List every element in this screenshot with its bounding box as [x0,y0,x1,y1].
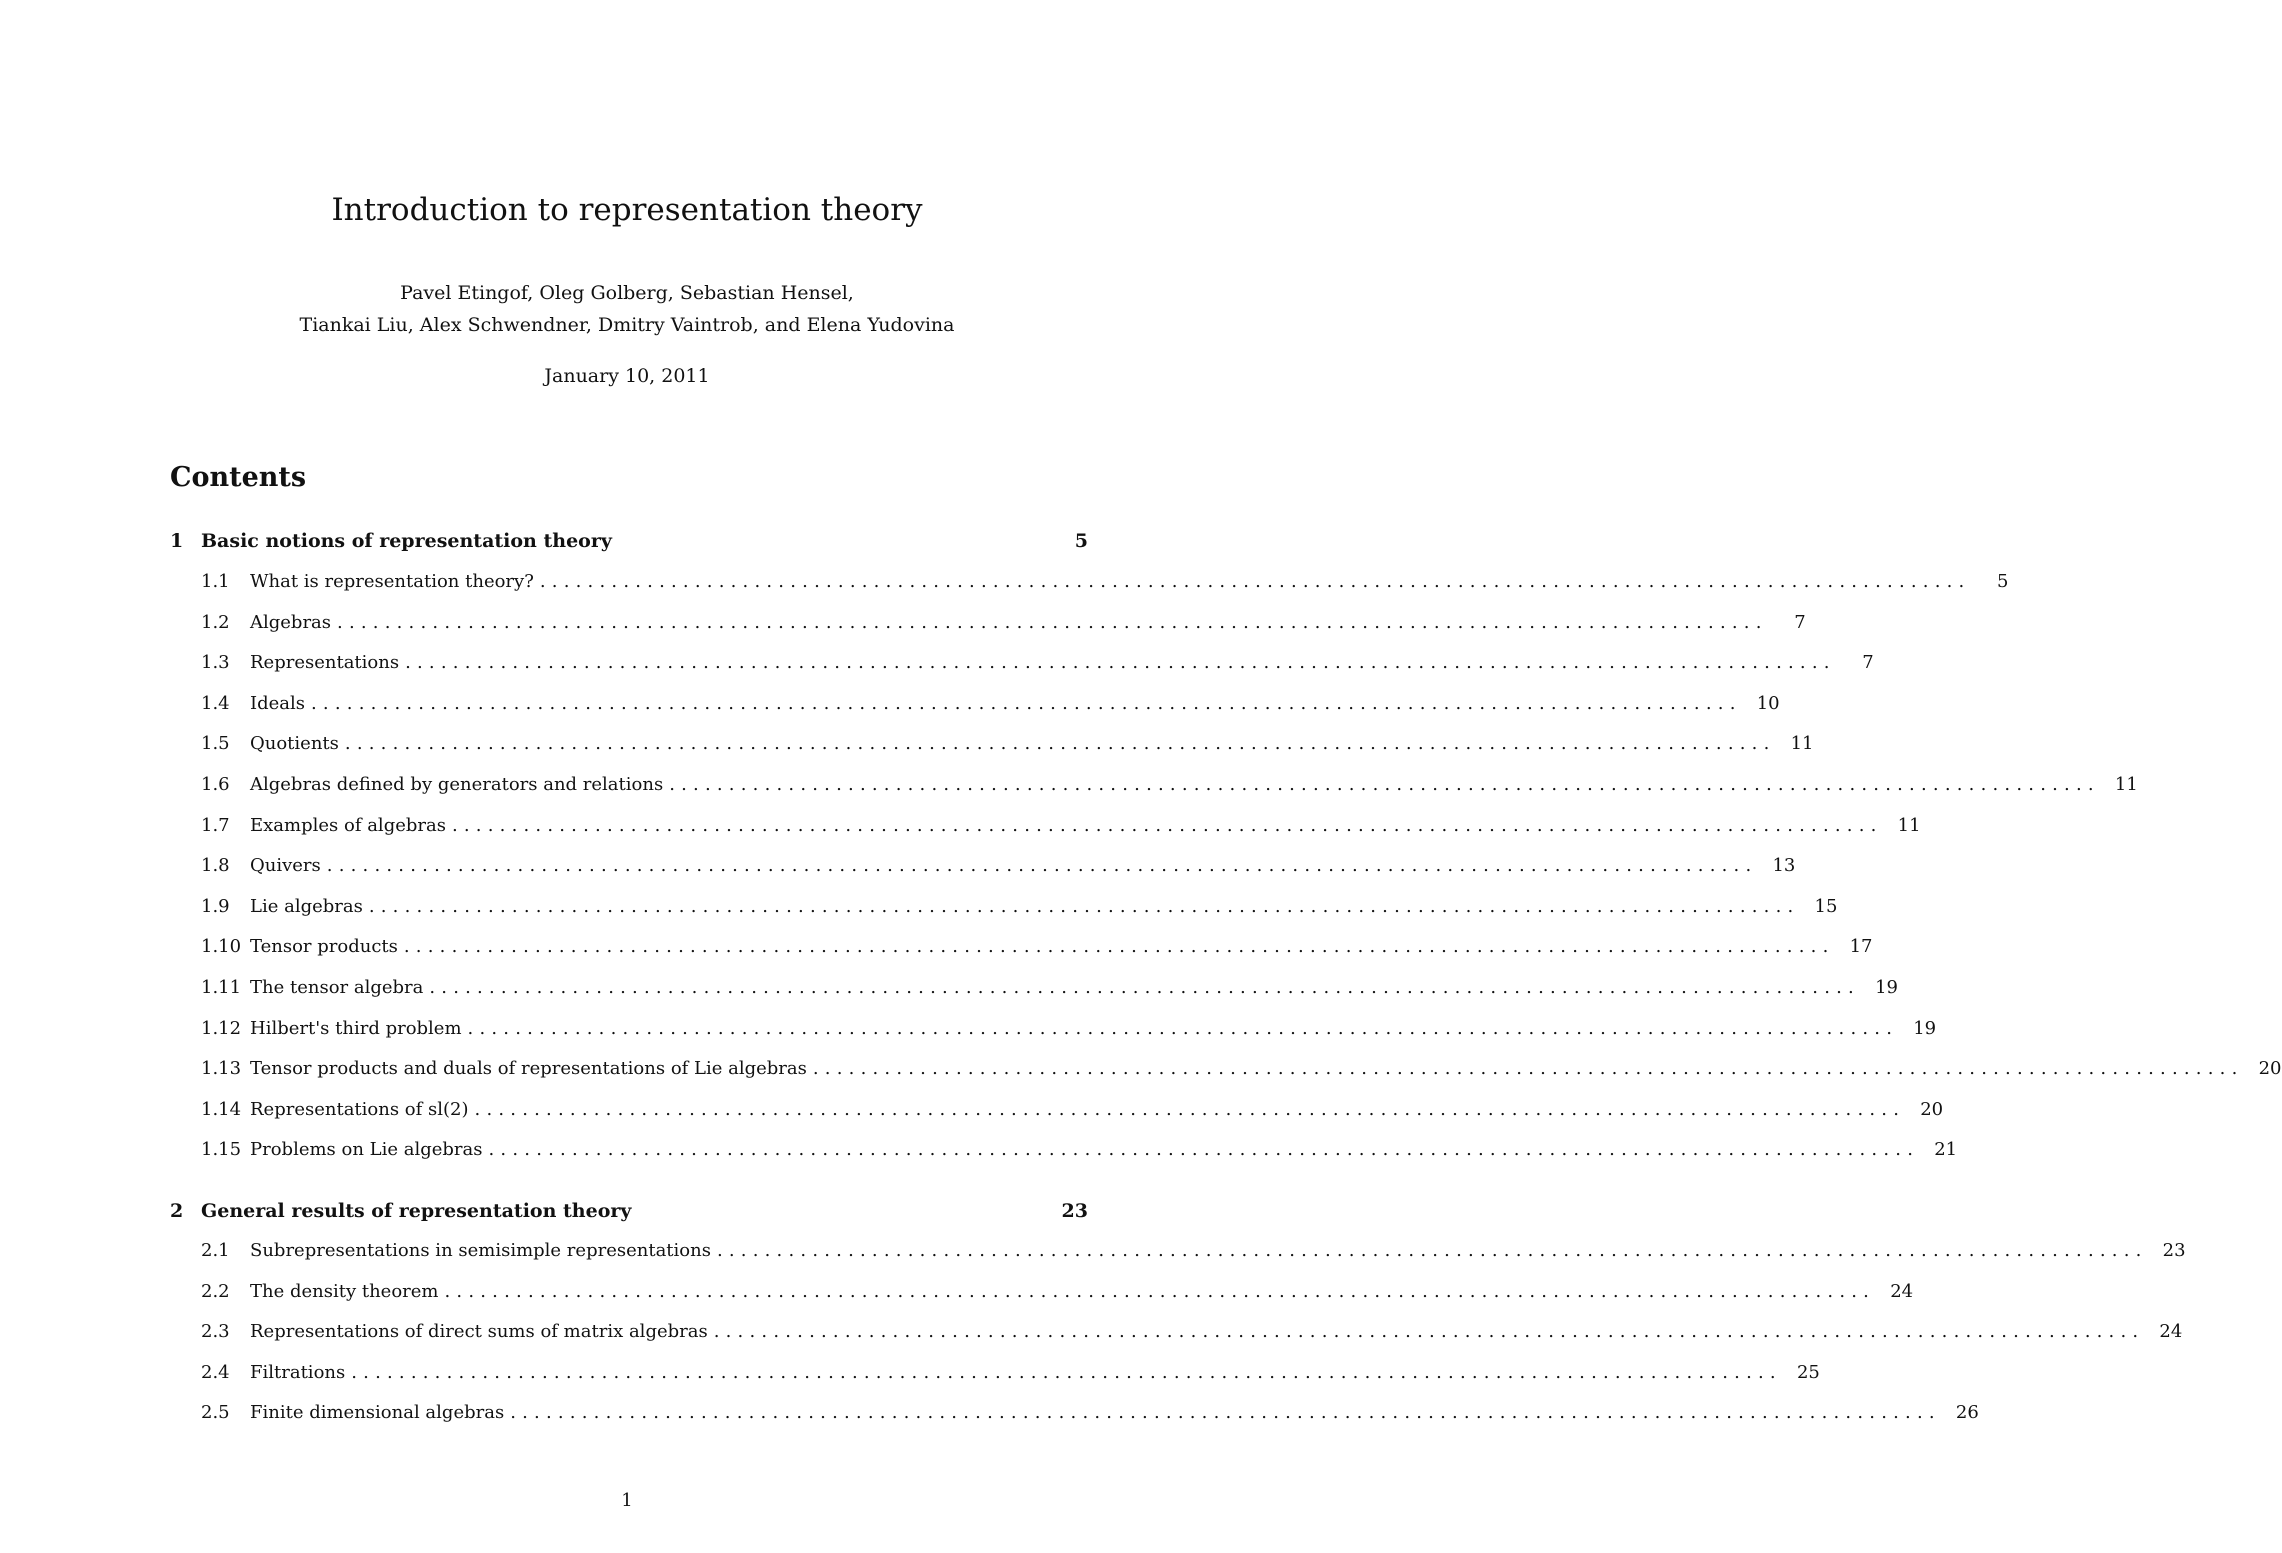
toc-subsection[interactable] [170,1058,2282,1086]
toc-entry-title: What is representation theory? [250,571,534,592]
toc-dot-leader: ........................................................................................................................ [403,936,1835,957]
toc-subsection[interactable] [170,977,1898,1005]
toc-entry-title: The density theorem [250,1281,439,1302]
toc-subsection[interactable] [170,896,1838,924]
toc-dot-leader: ........................................................................................................................ [429,977,1860,998]
toc-subsection[interactable] [170,774,2138,802]
toc-subsection[interactable] [170,1018,1937,1046]
toc-entry-page: 13 [1772,855,1796,876]
toc-entry-page: 5 [1997,571,2009,592]
toc-entry-number: 1.5 [201,733,230,754]
toc-entry-title: Representations of sl(2) [250,1099,469,1120]
toc-subsection[interactable] [170,1281,1914,1309]
toc-entry-title: Subrepresentations in semisimple representations [250,1240,711,1261]
toc-subsection[interactable] [170,815,1921,843]
toc-entry-page: 17 [1849,936,1873,957]
toc-entry-page: 23 [2162,1240,2186,1261]
toc-entry-title: Problems on Lie algebras [250,1139,483,1160]
toc-subsection[interactable] [170,1139,1958,1167]
toc-entry-page: 11 [1897,815,1921,836]
toc-entry-title: Quivers [250,855,321,876]
toc-dot-leader: ........................................................................................................................ [669,774,2100,795]
toc-subsection[interactable] [170,1099,1944,1127]
toc-entry-number: 1.10 [201,936,242,957]
toc-dot-leader: ........................................................................................................................ [510,1402,1941,1423]
toc-subsection[interactable] [170,652,1874,680]
toc-subsection[interactable] [170,1362,1820,1390]
toc-dot-leader: ........................................................................................................................ [539,571,1971,592]
toc-entry-title: Tensor products and duals of representations of Lie algebras [250,1058,807,1079]
toc-entry-title: Representations [250,652,400,673]
toc-entry-title: Examples of algebras [250,815,446,836]
toc-dot-leader: ........................................................................................................................ [444,1281,1876,1302]
toc-entry-page: 19 [1875,977,1898,998]
toc-entry-page: 7 [1862,652,1874,673]
toc-entry-page: 21 [1934,1139,1958,1160]
toc-entry-page: 24 [1890,1281,1914,1302]
toc-entry-number: 1.7 [201,815,230,836]
toc-subsection[interactable] [170,571,2009,599]
toc-dot-leader: ........................................................................................................................ [337,612,1768,633]
toc-entry-page: 23 [1061,1200,1088,1222]
toc-entry-page: 19 [1913,1018,1937,1039]
toc-entry-number: 1.13 [201,1058,242,1079]
toc-entry-title: Representations of direct sums of matrix algebras [250,1321,708,1342]
paper-title: Introduction to representation theory [331,192,923,228]
toc-entry-title: Basic notions of representation theory [201,530,612,552]
toc-entry-number: 1.3 [201,652,230,673]
toc-entry-number: 1.11 [201,977,242,998]
toc-entry-page: 11 [1790,733,1814,754]
author-line-2: Tiankai Liu, Alex Schwendner, Dmitry Vaintrob, and Elena Yudovina [299,314,955,336]
toc-dot-leader: ........................................................................................................................ [326,855,1758,876]
page-number: 1 [621,1490,633,1511]
toc-entry-title: Algebras [250,612,332,633]
toc-entry-title: Finite dimensional algebras [250,1402,505,1423]
toc-entry-number: 1.9 [201,896,230,917]
toc-entry-page: 26 [1955,1402,1979,1423]
toc-entry-page: 15 [1814,896,1838,917]
toc-dot-leader: ........................................................................................................................ [488,1139,1920,1160]
toc-entry-number: 1 [170,530,184,552]
toc-entry-page: 20 [2258,1058,2282,1079]
toc-entry-page: 11 [2114,774,2138,795]
toc-subsection[interactable] [170,1321,2183,1349]
toc-subsection[interactable] [170,1240,2186,1268]
toc-entry-number: 1.12 [201,1018,242,1039]
toc-dot-leader: ........................................................................................................................ [467,1018,1899,1039]
contents-heading: Contents [170,462,307,493]
toc-entry-page: 10 [1756,693,1780,714]
toc-entry-number: 1.14 [201,1099,242,1120]
toc-dot-leader: ........................................................................................................................ [474,1099,1906,1120]
toc-entry-number: 2.2 [201,1281,230,1302]
toc-entry-title: Lie algebras [250,896,363,917]
toc-entry-page: 25 [1796,1362,1820,1383]
toc-subsection[interactable] [170,733,1814,761]
toc-subsection[interactable] [170,1402,1979,1430]
toc-entry-number: 2.5 [201,1402,230,1423]
toc-entry-number: 1.8 [201,855,230,876]
toc-section[interactable] [170,530,1088,558]
toc-subsection[interactable] [170,855,1796,883]
author-list [0,277,1254,341]
toc-dot-leader: ........................................................................................................................ [311,693,1742,714]
toc-entry-number: 2 [170,1200,184,1222]
toc-entry-page: 5 [1074,530,1088,552]
toc-dot-leader: ........................................................................................................................ [812,1058,2244,1079]
toc-dot-leader: ........................................................................................................................ [405,652,1836,673]
toc-entry-number: 1.15 [201,1139,242,1160]
toc-entry-title: Tensor products [250,936,398,957]
toc-entry-number: 2.3 [201,1321,230,1342]
toc-entry-number: 2.4 [201,1362,230,1383]
toc-entry-title: Hilbert's third problem [250,1018,462,1039]
toc-entry-title: The tensor algebra [250,977,424,998]
toc-entry-number: 1.4 [201,693,230,714]
author-line-1: Pavel Etingof, Oleg Golberg, Sebastian Hensel, [400,282,854,304]
toc-entry-page: 7 [1794,612,1806,633]
toc-dot-leader: ........................................................................................................................ [351,1362,1782,1383]
toc-dot-leader: ........................................................................................................................ [716,1240,2148,1261]
toc-entry-title: Algebras defined by generators and relations [250,774,664,795]
toc-dot-leader: ........................................................................................................................ [344,733,1776,754]
toc-dot-leader: ........................................................................................................................ [713,1321,2145,1342]
toc-entry-title: Filtrations [250,1362,346,1383]
publication-date: January 10, 2011 [544,365,710,387]
toc-entry-title: Ideals [250,693,306,714]
toc-entry-number: 1.2 [201,612,230,633]
toc-dot-leader: ........................................................................................................................ [368,896,1800,917]
toc-dot-leader: ........................................................................................................................ [451,815,1883,836]
toc-subsection[interactable] [170,936,1873,964]
toc-entry-title: Quotients [250,733,339,754]
toc-entry-page: 20 [1920,1099,1944,1120]
toc-entry-number: 1.1 [201,571,230,592]
toc-section[interactable] [170,1200,1088,1228]
toc-subsection[interactable] [170,612,1806,640]
toc-entry-number: 1.6 [201,774,230,795]
toc-entry-number: 2.1 [201,1240,230,1261]
toc-subsection[interactable] [170,693,1780,721]
toc-entry-title: General results of representation theory [201,1200,632,1222]
toc-entry-page: 24 [2159,1321,2183,1342]
